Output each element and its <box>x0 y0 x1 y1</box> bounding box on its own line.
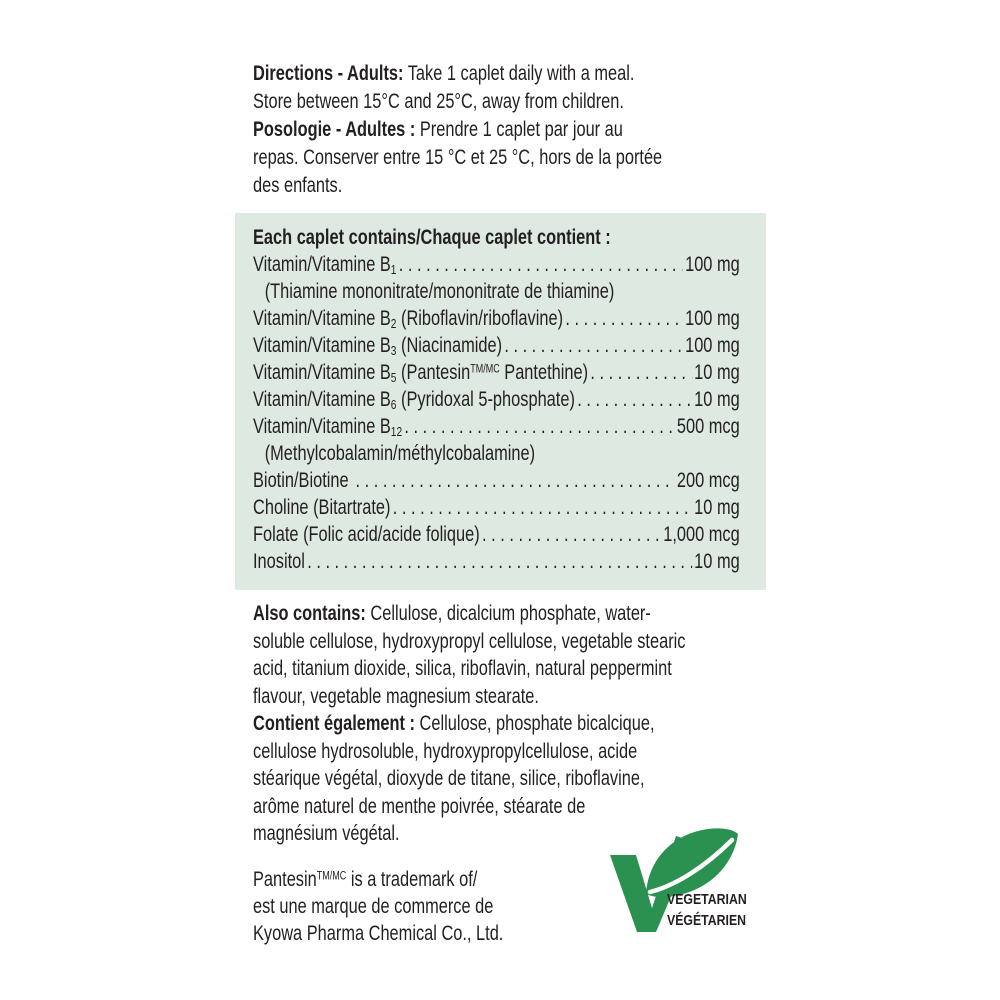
ingredient-amount: 10 mg <box>694 361 740 384</box>
dot-leader <box>399 251 683 278</box>
also-en-line: soluble cellulose, hydroxypropyl cellulose, vegetable stearic <box>253 629 686 653</box>
vegetarian-logo <box>610 822 750 947</box>
ingredient-amount: 10 mg <box>694 496 740 519</box>
directions-section <box>253 60 740 200</box>
ingredient-amount: 200 mcg <box>676 469 740 492</box>
trademark-line: Kyowa Pharma Chemical Co., Ltd. <box>253 922 504 945</box>
ingredient-row-vitamin-b6: Vitamin/Vitamine $B_6$ (Pyridoxal 5-phosphate) . . . 10 mg <box>253 386 740 413</box>
directions-fr-line <box>253 116 740 144</box>
also-fr-line: arôme naturel de menthe poivrée, stéarate de <box>253 794 586 818</box>
directions-fr-text: Prendre 1 caplet par jour au <box>419 118 623 141</box>
trademark-line: est une marque de commerce de <box>253 895 494 918</box>
also-fr-text: Cellulose, phosphate bicalcique, <box>419 712 655 735</box>
dot-leader <box>356 467 675 494</box>
ingredient-row-vitamin-b5: Vitamin/Vitamine $B_5$ (Pantesin$^{TM/MC}$ Pantethine) . . . 10 mg <box>253 359 740 386</box>
also-fr-label: Contient également : <box>253 712 415 735</box>
dot-leader <box>482 521 661 548</box>
ingredient-amount: 100 mg <box>685 253 740 276</box>
ingredient-row-vitamin-b2: Vitamin/Vitamine $B_2$ (Riboflavin/riboflavine) . . . 100 mg <box>253 305 740 332</box>
ingredient-row-biotin: Biotin/Biotine . . . 200 mcg <box>253 467 740 494</box>
also-en-line: acid, titanium dioxide, silica, riboflavin, natural peppermint <box>253 657 672 680</box>
ingredient-row-vitamin-b3: Vitamin/Vitamine $B_3$ (Niacinamide) . . . 100 mg <box>253 332 740 359</box>
supplement-facts-content <box>253 224 740 575</box>
dot-leader <box>590 359 691 386</box>
ingredient-row-b1-source: (Thiamine mononitrate/mononitrate de thiamine) <box>264 280 615 303</box>
ingredient-amount: 100 mg <box>685 307 740 330</box>
directions-en-text: Take 1 caplet daily with a meal. <box>407 62 635 85</box>
ingredient-amount: 10 mg <box>694 388 740 411</box>
vegetarian-text <box>667 889 747 931</box>
ingredient-row-inositol: Inositol . . . 10 mg <box>253 548 740 575</box>
non-medicinal-ingredients-section <box>253 600 740 848</box>
ingredient-row-vitamin-b12: Vitamin/Vitamine $B_{12}$ . . . 500 mcg <box>253 413 740 440</box>
ingredient-row-choline: Choline (Bitartrate) . . . 10 mg <box>253 494 740 521</box>
ingredient-row-vitamin-b1: Vitamin/Vitamine $B_1$ . . . 100 mg <box>253 251 740 278</box>
directions-en-label: Directions - Adults: <box>253 62 404 85</box>
supplement-facts-box <box>235 213 766 590</box>
also-en-label: Also contains: <box>253 602 366 625</box>
facts-header: Each caplet contains/Chaque caplet contient : <box>253 226 611 249</box>
ingredient-amount: 1,000 mcg <box>663 523 740 546</box>
also-en-line: flavour, vegetable magnesium stearate. <box>253 684 539 708</box>
dot-leader <box>404 413 674 440</box>
ingredient-amount: 100 mg <box>685 334 740 357</box>
ingredient-row-b12-source: (Methylcobalamin/méthylcobalamine) <box>264 442 536 465</box>
directions-en-line <box>253 60 740 88</box>
dot-leader <box>393 494 692 521</box>
also-fr-line: magnésium végétal. <box>253 822 400 845</box>
directions-fr-line: des enfants. <box>253 174 343 197</box>
dot-leader <box>565 305 682 332</box>
ingredient-amount: 500 mcg <box>676 415 740 438</box>
ingredient-amount: 10 mg <box>694 550 740 573</box>
also-fr-line: stéarique végétal, dioxyde de titane, silice, riboflavine, <box>253 767 645 790</box>
also-fr-line: cellulose hydrosoluble, hydroxypropylcellulose, acide <box>253 739 638 763</box>
dot-leader <box>504 332 682 359</box>
ingredient-row-folate: Folate (Folic acid/acide folique) . . . 1,000 mcg <box>253 521 740 548</box>
directions-en-line: Store between 15°C and 25°C, away from children. <box>253 90 624 113</box>
also-en-line <box>253 600 740 628</box>
also-fr-line <box>253 710 740 738</box>
directions-fr-line: repas. Conserver entre 15 °C et 25 °C, hors de la portée <box>253 146 663 169</box>
vegetarian-text-fr: VÉGÉTARIEN <box>667 912 747 929</box>
dot-leader <box>577 386 692 413</box>
dot-leader <box>307 548 692 575</box>
also-en-text: Cellulose, dicalcium phosphate, water- <box>370 602 651 625</box>
directions-fr-label: Posologie - Adultes : <box>253 118 416 141</box>
vegetarian-text-en: VEGETARIAN <box>667 891 747 908</box>
trademark-line: Pantesin$^{TM/MC}$ is a trademark of/ <box>253 868 478 891</box>
